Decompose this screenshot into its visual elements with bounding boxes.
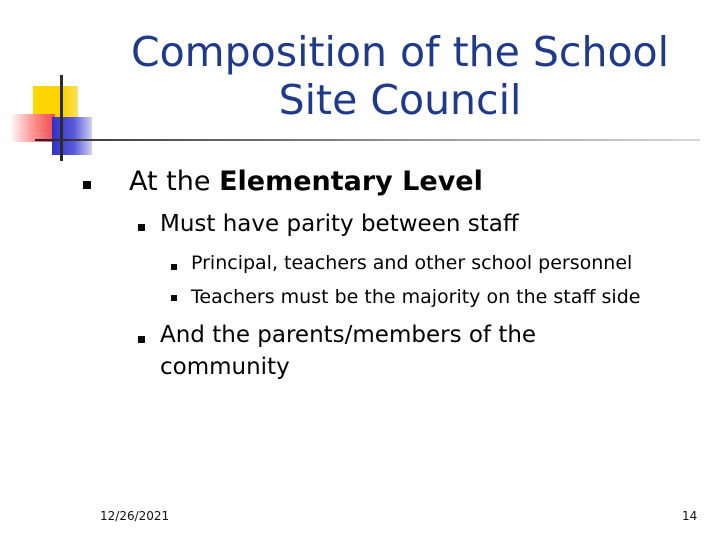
level1-prefix: At the <box>129 166 220 197</box>
level1-bullet-text <box>129 166 483 198</box>
slide-title: Composition of the School Site Council <box>130 28 670 124</box>
footer-date: 12/26/2021 <box>100 509 170 523</box>
level3-item-text: Principal, teachers and other school personnel <box>191 252 633 274</box>
page-number: 14 <box>682 509 698 523</box>
level2-item-text: Must have parity between staff <box>160 211 519 237</box>
title-divider-line <box>35 139 700 141</box>
bullet-square-icon <box>171 295 177 301</box>
level2-item-text: And the parents/members of the <box>160 322 537 348</box>
logo-blue-square <box>52 117 92 155</box>
level1-emphasis: Elementary Level <box>219 166 483 197</box>
logo-red-bar <box>10 114 55 142</box>
level3-item-text: Teachers must be the majority on the staff side <box>191 286 641 308</box>
bullet-square-icon <box>171 264 177 270</box>
level2-item-text-continued: community <box>160 354 290 380</box>
bullet-square-icon <box>138 224 145 231</box>
bullet-square-icon <box>83 181 91 189</box>
logo-vertical-line <box>60 75 63 161</box>
bullet-square-icon <box>138 336 145 343</box>
